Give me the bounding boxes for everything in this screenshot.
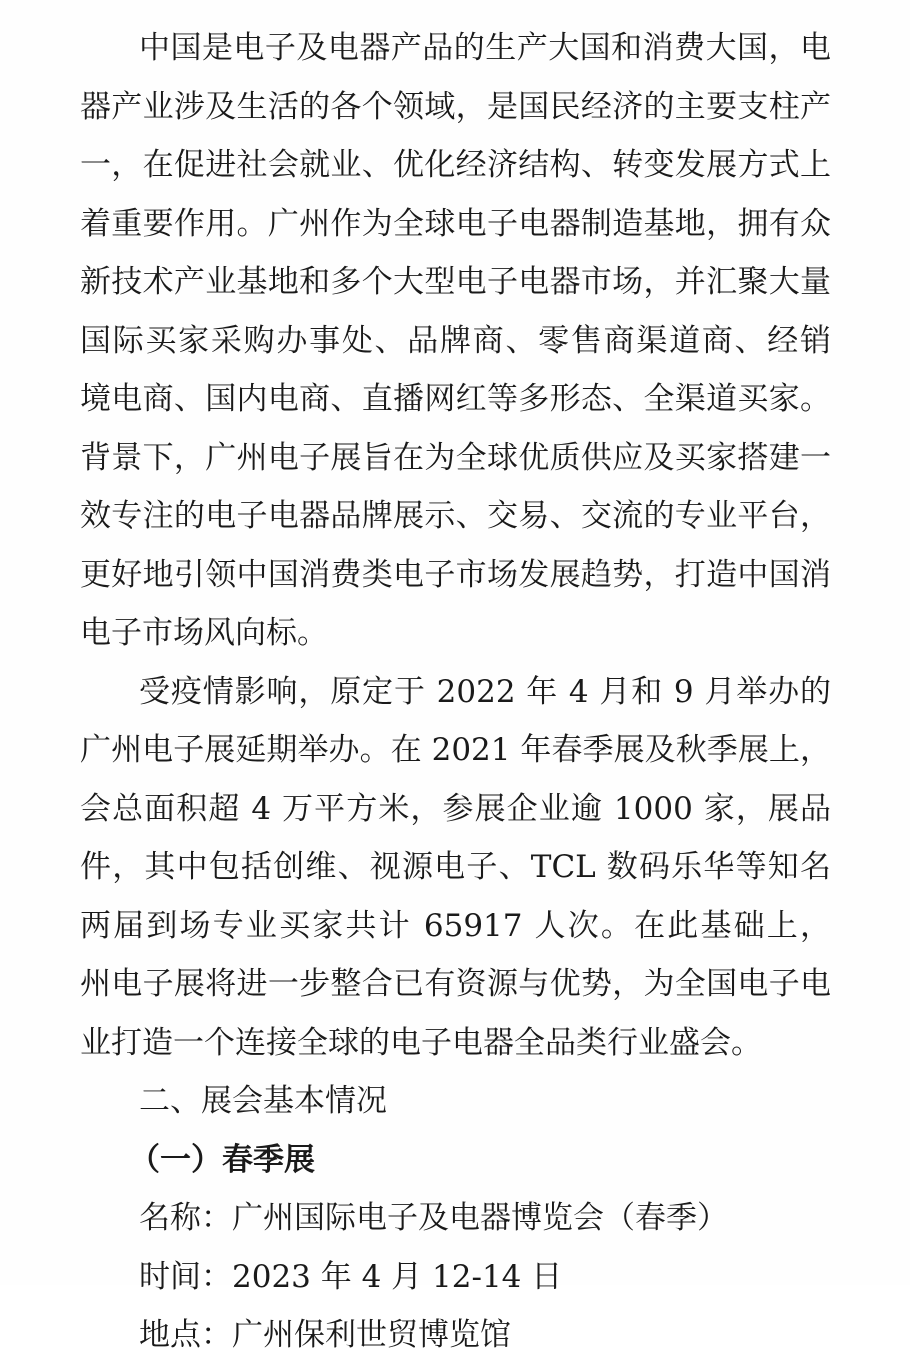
paragraph-line: 国际买家采购办事处、品牌商、零售商渠道商、经销	[80, 322, 831, 359]
paragraph-line: 背景下，广州电子展旨在为全球优质供应及买家搭建一	[80, 439, 831, 476]
paragraph-line: 两届到场专业买家共计 65917 人次。在此基础上，	[80, 907, 831, 944]
paragraph-line: 业打造一个连接全球的电子电器全品类行业盛会。	[80, 1024, 762, 1061]
exhibition-time: 时间：2023 年 4 月 12-14 日	[139, 1258, 563, 1295]
exhibition-venue: 地点：广州保利世贸博览馆	[139, 1317, 511, 1353]
section-heading: 二、展会基本情况	[139, 1083, 387, 1119]
paragraph-line: 效专注的电子电器品牌展示、交易、交流的专业平台，	[80, 498, 831, 534]
paragraph-line: 器产业涉及生活的各个领域，是国民经济的主要支柱产	[80, 88, 831, 125]
paragraph-line: 一，在促进社会就业、优化经济结构、转变发展方式上	[80, 147, 831, 183]
paragraph-line: 广州电子展延期举办。在 2021 年春季展及秋季展上，	[80, 732, 831, 768]
paragraph-line: 州电子展将进一步整合已有资源与优势，为全国电子电	[80, 966, 831, 1002]
paragraph-line: 中国是电子及电器产品的生产大国和消费大国，电	[139, 30, 831, 66]
paragraph-line: 着重要作用。广州作为全球电子电器制造基地，拥有众	[80, 205, 831, 242]
paragraph-line: 会总面积超 4 万平方米，参展企业逾 1000 家，展品	[80, 790, 831, 827]
paragraph-line: 电子市场风向标。	[80, 615, 328, 651]
subsection-heading: （一）春季展	[129, 1141, 315, 1178]
paragraph-line: 境电商、国内电商、直播网红等多形态、全渠道买家。	[80, 381, 831, 417]
paragraph-line: 更好地引领中国消费类电子市场发展趋势，打造中国消	[80, 556, 831, 593]
exhibition-name: 名称：广州国际电子及电器博览会（春季）	[139, 1200, 728, 1236]
paragraph-line: 新技术产业基地和多个大型电子电器市场，并汇聚大量	[80, 264, 831, 300]
paragraph-line: 受疫情影响，原定于 2022 年 4 月和 9 月举办的	[139, 673, 831, 710]
paragraph-line: 件，其中包括创维、视源电子、TCL 数码乐华等知名	[80, 849, 831, 885]
